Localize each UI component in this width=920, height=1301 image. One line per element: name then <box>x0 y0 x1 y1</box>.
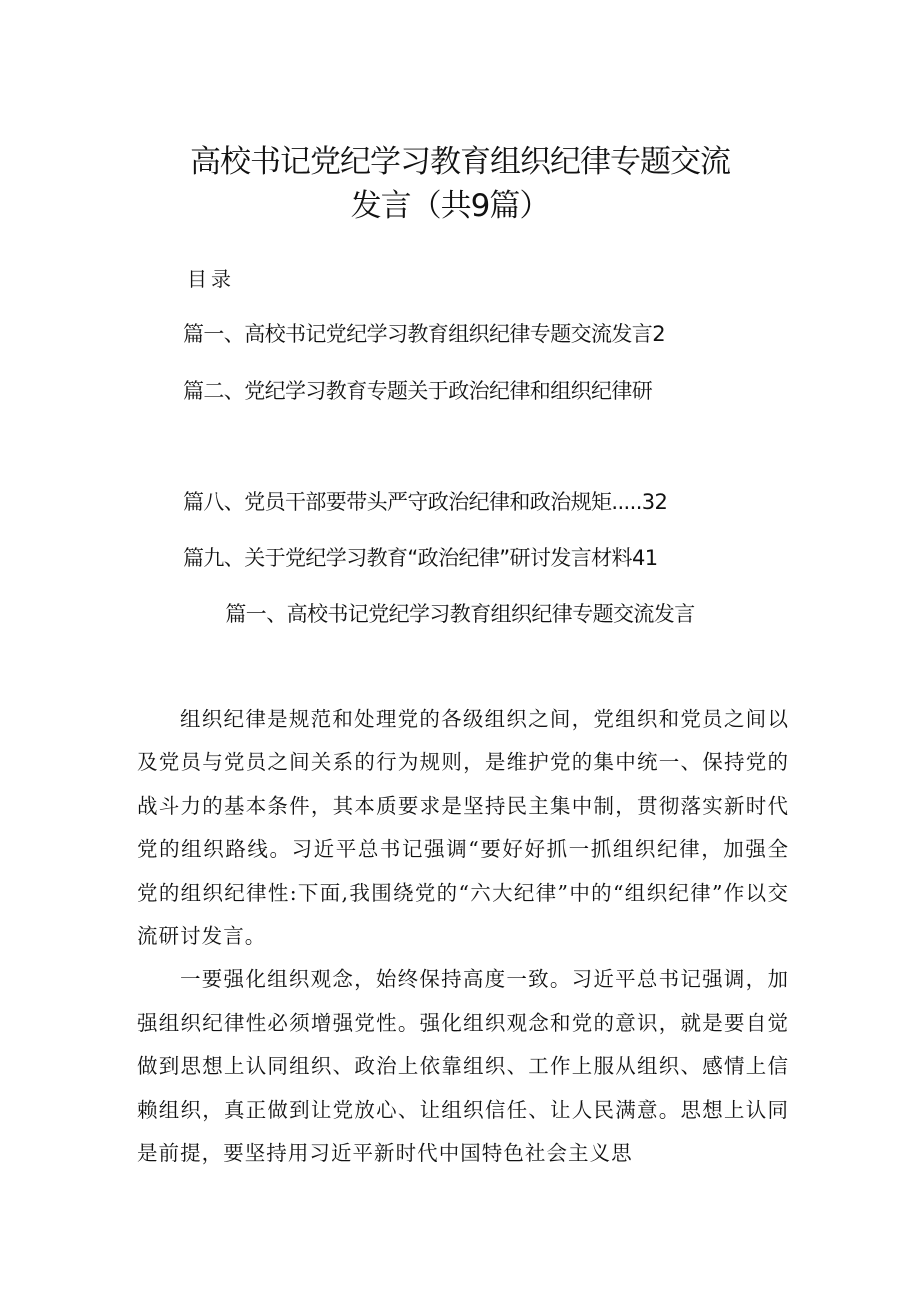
paragraph-2: 一要强化组织观念，始终保持高度一致。习近平总书记强调，加强组织纪律性必须增强党性。强化组织观念和党的意识，就是要自觉做到思想上认同组织、政治上依靠组织、工作上服从组织、感情上信赖组织，真正做到让党放心、让组织信任、让人民满意。思想上认同是前提，要坚持用习近平新时代中国特色社会主义思 <box>137 967 789 1166</box>
toc-item-9[interactable] <box>183 542 657 574</box>
toc-item-8[interactable] <box>183 486 667 518</box>
body-text <box>137 698 789 1175</box>
toc-item-number: 篇二、 <box>183 379 245 403</box>
document-title-line-1: 高校书记党纪学习教育组织纪律专题交流 <box>190 144 730 180</box>
toc-item-1[interactable] <box>183 318 665 350</box>
toc-item-text: 关于党纪学习教育“政治纪律”研讨发言材料41 <box>244 546 658 570</box>
toc-item-number: 篇九、 <box>183 546 245 570</box>
document-title-line-2: 发言（共9篇） <box>350 188 550 224</box>
section-heading <box>0 598 920 630</box>
toc-item-number: 篇一、 <box>183 322 245 346</box>
toc-item-text: 高校书记党纪学习教育组织纪律专题交流发言2 <box>244 322 665 346</box>
toc-item-text: 党员干部要带头严守政治纪律和政治规矩.....32 <box>244 490 668 514</box>
paragraph-1: 组织纪律是规范和处理党的各级组织之间，党组织和党员之间以及党员与党员之间关系的行为规则，是维护党的集中统一、保持党的战斗力的基本条件，其本质要求是坚持民主集中制，贯彻落实新时代党的组织路线。习近平总书记强调“要好好抓一抓组织纪律，加强全党的组织纪律性:下面,我围绕党的“六大纪律”中的“组织纪律”作以交流研讨发言。 <box>137 707 789 949</box>
toc-item-text: 党纪学习教育专题关于政治纪律和组织纪律研 <box>244 379 653 403</box>
section-heading-text: 篇一、高校书记党纪学习教育组织纪律专题交流发言 <box>225 602 695 626</box>
toc-label: 目录 <box>187 267 235 291</box>
toc-item-number: 篇八、 <box>183 490 245 514</box>
toc-item-2[interactable] <box>183 375 652 407</box>
